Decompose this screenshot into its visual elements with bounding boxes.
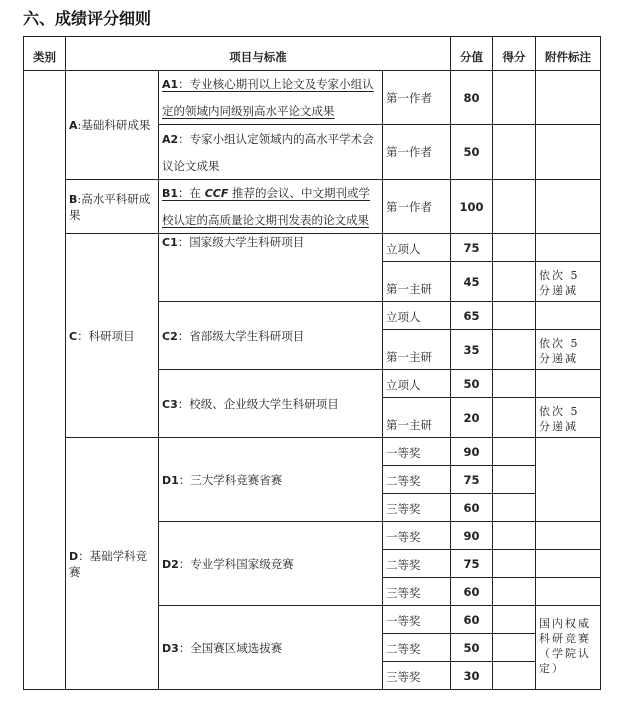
role-cell: 立项人 — [383, 302, 451, 330]
header-category: 类别 — [24, 37, 66, 71]
item-code: B1 — [162, 187, 179, 200]
score-input-cell[interactable] — [493, 125, 536, 180]
table-row — [24, 438, 601, 466]
group-label: :基础科研成果 — [77, 118, 151, 132]
value-cell: 60 — [451, 606, 493, 634]
item-c2 — [159, 302, 383, 370]
item-code: C2 — [162, 329, 178, 343]
value-cell: 20 — [451, 398, 493, 438]
item-b1 — [159, 180, 383, 234]
group-b-label — [66, 180, 159, 234]
score-input-cell[interactable] — [493, 180, 536, 234]
item-code: D1 — [162, 473, 179, 487]
item-a2 — [159, 125, 383, 180]
item-c1 — [159, 234, 383, 302]
value-cell: 80 — [451, 71, 493, 125]
score-input-cell[interactable] — [493, 578, 536, 606]
role-cell: 三等奖 — [383, 662, 451, 690]
value-cell: 50 — [451, 634, 493, 662]
value-cell: 35 — [451, 330, 493, 370]
role-cell: 一等奖 — [383, 522, 451, 550]
group-a-label — [66, 71, 159, 180]
note-cell — [536, 180, 601, 234]
item-text: ：专家小组认定领域内的高水平学术会议论文成果 — [162, 131, 374, 173]
role-cell: 一等奖 — [383, 606, 451, 634]
value-cell: 45 — [451, 262, 493, 302]
item-text: 推荐的会议、中文期刊或学校认定的高质量论文期刊发表的论文成果 — [162, 186, 371, 227]
score-input-cell[interactable] — [493, 71, 536, 125]
value-cell: 30 — [451, 662, 493, 690]
note-cell — [536, 578, 601, 606]
item-text: ：国家级大学生科研项目 — [177, 235, 305, 249]
value-cell: 90 — [451, 438, 493, 466]
role-cell: 三等奖 — [383, 578, 451, 606]
role-cell: 二等奖 — [383, 634, 451, 662]
category-cell — [24, 71, 66, 690]
scoring-table — [23, 36, 601, 690]
value-cell: 60 — [451, 578, 493, 606]
note-cell — [536, 125, 601, 180]
role-cell: 立项人 — [383, 370, 451, 398]
item-text: ：专业核心期刊以上论文及专家小组认定的领域内同级别高水平论文成果 — [162, 77, 374, 118]
item-code: C3 — [162, 397, 178, 411]
item-code: D3 — [162, 641, 179, 655]
item-d2 — [159, 522, 383, 606]
note-cell: 依次 5 分递减 — [536, 330, 601, 370]
group-label: :高水平科研成果 — [69, 191, 151, 222]
note-cell — [536, 438, 601, 522]
item-text: ：全国赛区域选拔赛 — [178, 640, 283, 655]
score-input-cell[interactable] — [493, 438, 536, 466]
table-header-row — [24, 37, 601, 71]
note-cell — [536, 302, 601, 330]
note-cell — [536, 522, 601, 550]
score-input-cell[interactable] — [493, 262, 536, 302]
item-code: C1 — [162, 236, 178, 249]
role-cell: 第一主研 — [383, 398, 451, 438]
note-cell: 依次 5 分递减 — [536, 262, 601, 302]
item-d3 — [159, 606, 383, 690]
role-cell: 第一作者 — [383, 180, 451, 234]
item-c3 — [159, 370, 383, 438]
note-cell — [536, 234, 601, 262]
item-text: ：在 — [178, 186, 205, 200]
header-note: 附件标注 — [536, 37, 601, 71]
item-text: ：校级、企业级大学生科研项目 — [177, 396, 339, 411]
score-input-cell[interactable] — [493, 606, 536, 634]
score-input-cell[interactable] — [493, 398, 536, 438]
score-input-cell[interactable] — [493, 466, 536, 494]
group-label: ：科研项目 — [77, 328, 135, 343]
item-code: D2 — [162, 557, 179, 571]
group-code: D — [69, 549, 79, 563]
role-cell: 第一主研 — [383, 330, 451, 370]
score-input-cell[interactable] — [493, 302, 536, 330]
group-code: A — [69, 119, 78, 132]
score-input-cell[interactable] — [493, 634, 536, 662]
role-cell: 二等奖 — [383, 550, 451, 578]
note-cell: 依次 5 分递减 — [536, 398, 601, 438]
score-input-cell[interactable] — [493, 494, 536, 522]
value-cell: 100 — [451, 180, 493, 234]
role-cell: 二等奖 — [383, 466, 451, 494]
value-cell: 50 — [451, 125, 493, 180]
note-cell — [536, 71, 601, 125]
item-a1 — [159, 71, 383, 125]
score-input-cell[interactable] — [493, 522, 536, 550]
role-cell: 第一主研 — [383, 262, 451, 302]
role-cell: 立项人 — [383, 234, 451, 262]
value-cell: 75 — [451, 234, 493, 262]
table-row — [24, 180, 601, 234]
value-cell: 75 — [451, 466, 493, 494]
item-d1 — [159, 438, 383, 522]
role-cell: 第一作者 — [383, 125, 451, 180]
role-cell: 一等奖 — [383, 438, 451, 466]
header-score-value: 分值 — [451, 37, 493, 71]
score-input-cell[interactable] — [493, 662, 536, 690]
role-cell: 三等奖 — [383, 494, 451, 522]
header-item: 项目与标准 — [66, 37, 451, 71]
role-cell: 第一作者 — [383, 71, 451, 125]
group-d-label — [66, 438, 159, 690]
score-input-cell[interactable] — [493, 234, 536, 262]
section-title: 六、成绩评分细则 — [23, 9, 152, 28]
group-code: C — [69, 329, 78, 343]
score-input-cell[interactable] — [493, 370, 536, 398]
score-input-cell[interactable] — [493, 550, 536, 578]
item-code: A2 — [162, 132, 179, 146]
group-c-label — [66, 234, 159, 438]
value-cell: 65 — [451, 302, 493, 330]
item-code: A1 — [162, 78, 179, 91]
group-code: B — [69, 192, 78, 206]
note-cell: 国内权威科研竞赛（学院认定） — [536, 606, 601, 690]
value-cell: 75 — [451, 550, 493, 578]
value-cell: 90 — [451, 522, 493, 550]
table-row — [24, 234, 601, 262]
item-text: ：省部级大学生科研项目 — [177, 328, 305, 343]
ccf-text: CCF — [204, 187, 229, 200]
value-cell: 60 — [451, 494, 493, 522]
item-text: ：专业学科国家级竞赛 — [178, 556, 294, 571]
header-score: 得分 — [493, 37, 536, 71]
table-row — [24, 71, 601, 125]
note-cell — [536, 550, 601, 578]
group-label: ：基础学科竞赛 — [69, 548, 148, 579]
item-text: ：三大学科竞赛省赛 — [178, 472, 283, 487]
score-input-cell[interactable] — [493, 330, 536, 370]
value-cell: 50 — [451, 370, 493, 398]
note-cell — [536, 370, 601, 398]
